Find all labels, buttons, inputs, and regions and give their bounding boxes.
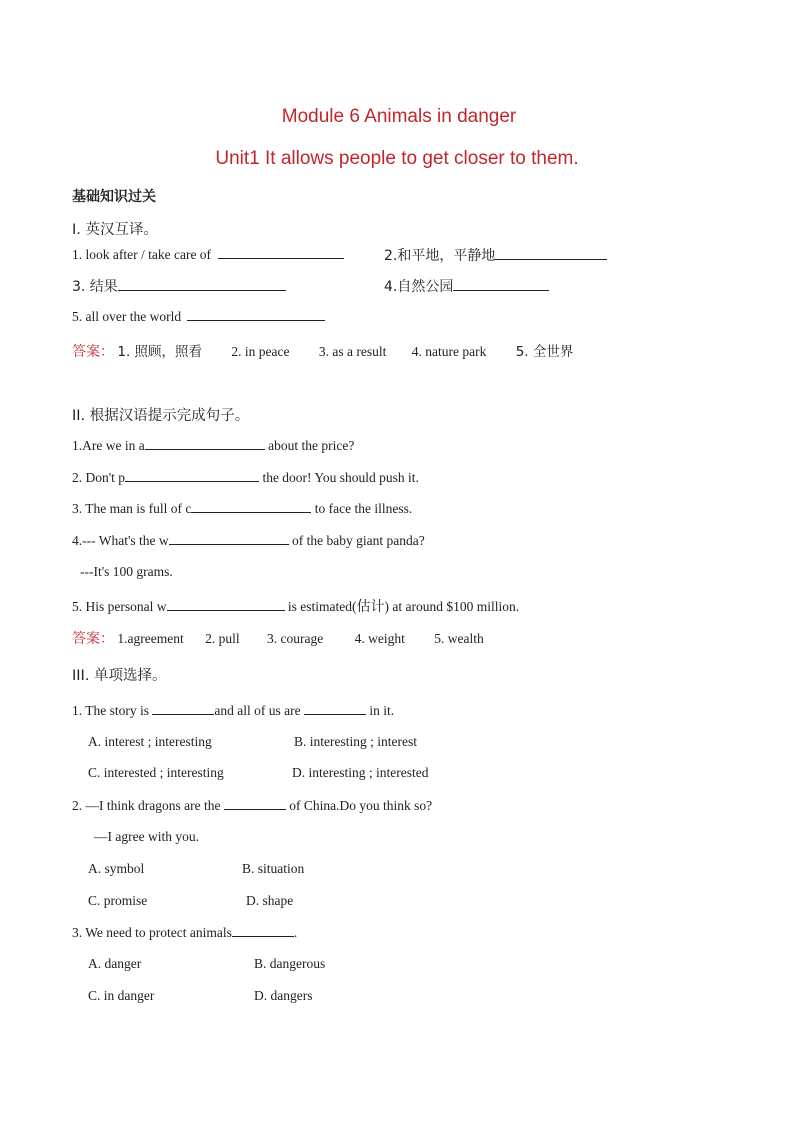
section3-heading: III. 单项选择。 <box>72 668 167 684</box>
s1-q5-text: 5. all over the world <box>72 309 182 324</box>
s1-q1-blank[interactable] <box>218 246 344 259</box>
s3-q3-blank[interactable] <box>232 924 294 937</box>
s3-q1-pre: 1. The story is <box>72 703 149 718</box>
s1-q3-blank[interactable] <box>118 278 286 291</box>
s3-q3-pre: 3. We need to protect animals <box>72 925 232 940</box>
s1-q1 <box>72 246 344 263</box>
s3-q3-option-a[interactable]: A. danger <box>88 956 142 971</box>
s1-q3-text: 3. 结果 <box>72 279 118 295</box>
s3-q3-post: . <box>293 925 298 940</box>
s2-q5-blank[interactable] <box>167 598 285 611</box>
s2-answers <box>72 628 484 648</box>
module-title: Module 6 Animals in danger <box>281 106 517 127</box>
s3-q1 <box>72 702 394 719</box>
s2-q5-post-a: is estimated( <box>287 599 357 614</box>
basics-heading: 基础知识过关 <box>72 189 156 205</box>
s3-q2-blank[interactable] <box>224 797 286 810</box>
s3-q1-option-b[interactable]: B. interesting ; interest <box>294 734 417 749</box>
s3-q1-blank-2[interactable] <box>304 702 366 715</box>
s2-q4-post: of the baby giant panda? <box>292 533 425 548</box>
s3-q1-post: in it. <box>369 703 395 718</box>
section1-heading: I. 英汉互译。 <box>72 222 158 238</box>
s3-q1-option-c[interactable]: C. interested ; interesting <box>88 765 224 780</box>
s2-answer-5: 5. wealth <box>434 631 484 646</box>
unit-title: Unit1 It allows people to get closer to them. <box>215 148 579 169</box>
s3-q3 <box>72 924 297 941</box>
s2-q5-post-b: ) at around $100 million. <box>384 599 520 614</box>
s1-answer-1: 1. 照顾，照看 <box>117 344 203 360</box>
s3-q1-option-a[interactable]: A. interest ; interesting <box>88 734 212 749</box>
s1-q4 <box>384 276 549 296</box>
s2-answer-4: 4. weight <box>354 631 405 646</box>
s3-q3-option-b[interactable]: B. dangerous <box>254 956 326 971</box>
s1-answer-3: 3. as a result <box>318 344 387 359</box>
s1-answer-label: 答案： <box>72 344 114 360</box>
s1-q5-blank[interactable] <box>187 308 325 321</box>
s3-q2-option-a[interactable]: A. symbol <box>88 861 145 876</box>
s2-q1-blank[interactable] <box>145 437 265 450</box>
s1-q2 <box>384 245 607 265</box>
s3-q3-option-c[interactable]: C. in danger <box>88 988 155 1003</box>
s1-answer-2: 2. in peace <box>231 344 290 359</box>
s3-q2-post: of China.Do you think so? <box>289 798 433 813</box>
s2-q4 <box>72 532 425 549</box>
s1-answer-4: 4. nature park <box>411 344 487 359</box>
s1-q4-blank[interactable] <box>453 278 549 291</box>
s3-q2-option-d[interactable]: D. shape <box>246 893 294 908</box>
s2-q1-post: about the price? <box>268 438 355 453</box>
s1-answer-5: 5. 全世界 <box>515 344 574 360</box>
s3-q3-option-d[interactable]: D. dangers <box>254 988 313 1003</box>
s2-q2-post: the door! You should push it. <box>262 470 419 485</box>
s3-q1-mid: and all of us are <box>214 703 301 718</box>
s2-answer-label: 答案： <box>72 631 114 647</box>
s2-q1-pre: 1.Are we in a <box>72 438 145 453</box>
s2-q3-post: to face the illness. <box>314 501 413 516</box>
s2-q3-pre: 3. The man is full of c <box>72 501 192 516</box>
s3-q2-option-c[interactable]: C. promise <box>88 893 148 908</box>
s2-q1 <box>72 437 354 454</box>
s2-answer-1: 1.agreement <box>117 631 184 646</box>
s3-q2-reply: —I agree with you. <box>94 829 199 844</box>
s1-answers <box>72 340 573 361</box>
s3-q2-option-b[interactable]: B. situation <box>242 861 305 876</box>
s1-q2-text: 2.和平地，平静地 <box>384 248 496 264</box>
s2-q4-blank[interactable] <box>169 532 289 545</box>
s2-q2-blank[interactable] <box>125 469 259 482</box>
s3-q1-option-d[interactable]: D. interesting ; interested <box>292 765 429 780</box>
s1-q5 <box>72 308 325 325</box>
s1-q3 <box>72 276 286 296</box>
s2-q4-reply: ---It's 100 grams. <box>80 564 173 579</box>
s1-q1-text: 1. look after / take care of <box>72 247 212 262</box>
s1-q4-text: 4.自然公园 <box>384 279 454 295</box>
s3-q1-blank-1[interactable] <box>152 702 214 715</box>
s3-q2-pre: 2. —I think dragons are the <box>72 798 221 813</box>
s2-q2 <box>72 469 419 486</box>
section2-heading: II. 根据汉语提示完成句子。 <box>72 408 250 424</box>
s2-q5-zh: 估计 <box>356 599 385 615</box>
s2-q4-pre: 4.--- What's the w <box>72 533 169 548</box>
s2-q5 <box>72 596 519 616</box>
s2-answer-2: 2. pull <box>205 631 240 646</box>
s2-q2-pre: 2. Don't p <box>72 470 126 485</box>
s3-q2 <box>72 797 432 814</box>
s2-q3-blank[interactable] <box>191 500 311 513</box>
s2-answer-3: 3. courage <box>266 631 324 646</box>
s1-q2-blank[interactable] <box>495 247 607 260</box>
s2-q3 <box>72 500 412 517</box>
s2-q5-pre: 5. His personal w <box>72 599 167 614</box>
